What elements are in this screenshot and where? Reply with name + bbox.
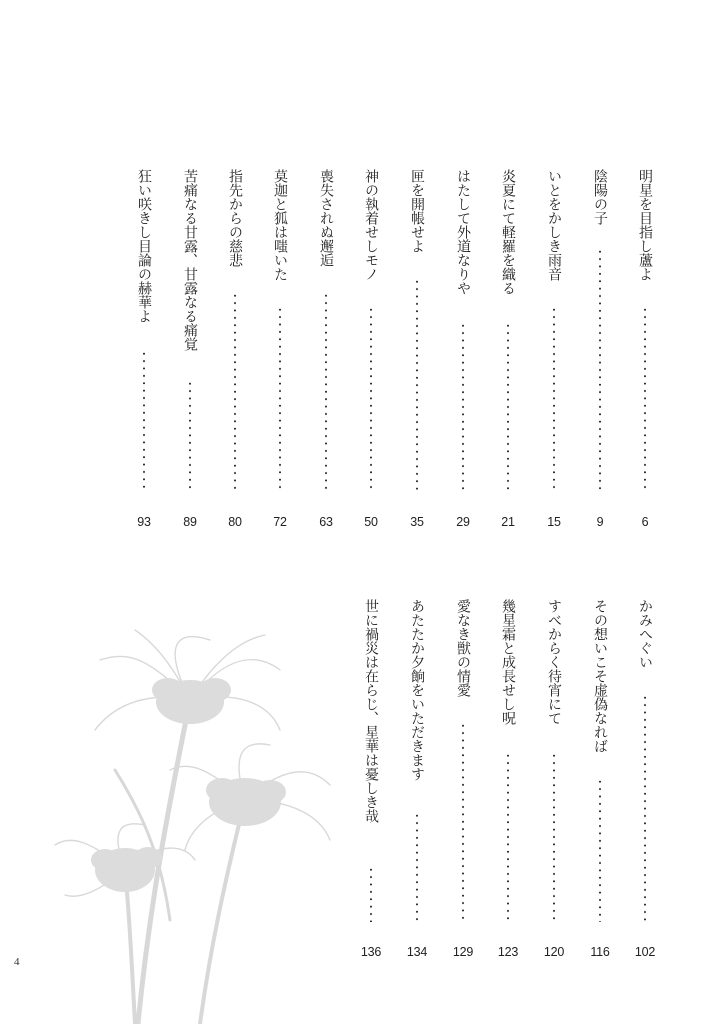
- toc-leader-dots: [552, 752, 556, 922]
- toc-entry-title: 狂い咲きし目論の赫華よ: [136, 169, 152, 323]
- toc-entry-page: 29: [456, 515, 470, 529]
- toc-entry-title: いとをかしき雨音: [546, 169, 562, 281]
- toc-entry-title: 愛なき獣の情愛: [455, 599, 471, 697]
- toc-leader-dots: [552, 306, 556, 492]
- toc-entry-title: 神の執着せしモノ: [363, 169, 379, 281]
- toc-entry-title: 莫迦と狐は嗤いた: [272, 169, 288, 281]
- toc-entry-title: 匣を開帳せよ: [409, 169, 425, 253]
- toc-entry-title: 喪失されぬ邂逅: [318, 169, 334, 267]
- toc-entry-page: 80: [228, 515, 242, 529]
- toc-entry-page: 50: [364, 515, 378, 529]
- toc-entry-page: 89: [183, 515, 197, 529]
- toc-entry-page: 72: [273, 515, 287, 529]
- toc-entry-title: 明星を目指し蘆よ: [637, 169, 653, 281]
- toc-entry-title: 指先からの慈悲: [227, 169, 243, 267]
- toc-entry-title: その想いこそ虚偽なれば: [592, 599, 608, 753]
- toc-leader-dots: [369, 866, 373, 922]
- toc-entry-title: はたして外道なりや: [455, 169, 471, 295]
- spider-lily-silhouette-icon: [40, 620, 380, 1024]
- toc-leader-dots: [461, 322, 465, 492]
- toc-leader-dots: [415, 278, 419, 492]
- toc-leader-dots: [461, 722, 465, 922]
- toc-entry-page: 93: [137, 515, 151, 529]
- toc-leader-dots: [415, 812, 419, 922]
- page-number: 4: [14, 956, 20, 968]
- toc-leader-dots: [506, 752, 510, 922]
- toc-entry-title: 幾星霜と成長せし呪: [500, 599, 516, 725]
- toc-leader-dots: [598, 248, 602, 492]
- toc-entry-page: 136: [360, 945, 382, 959]
- toc-entry-page: 102: [634, 945, 656, 959]
- toc-entry-page: 129: [452, 945, 474, 959]
- toc-entry-page: 35: [410, 515, 424, 529]
- toc-leader-dots: [233, 292, 237, 492]
- toc-leader-dots: [324, 292, 328, 492]
- toc-entry-page: 120: [543, 945, 565, 959]
- toc-leader-dots: [598, 778, 602, 922]
- toc-entry-title: あたたか夕餉をいただきます: [409, 599, 425, 781]
- toc-entry-page: 6: [641, 515, 649, 529]
- toc-leader-dots: [506, 322, 510, 492]
- toc-entry-title: 苦痛なる甘露、甘露なる痛覚: [182, 169, 198, 351]
- toc-entry-title: 世に禍災は在らじ、星華は憂しき哉: [363, 599, 379, 823]
- toc-entry-page: 21: [501, 515, 515, 529]
- toc-entry-page: 15: [547, 515, 561, 529]
- toc-leader-dots: [278, 306, 282, 492]
- toc-entry-page: 63: [319, 515, 333, 529]
- toc-entry-page: 116: [590, 945, 610, 959]
- toc-entry-page: 123: [497, 945, 519, 959]
- toc-entry-title: かみへぐい: [637, 599, 653, 669]
- toc-entry-page: 9: [596, 515, 604, 529]
- toc-entry-title: すべからく待宵にて: [546, 599, 562, 725]
- toc-entry-title: 炎夏にて軽羅を織る: [500, 169, 516, 295]
- toc-leader-dots: [188, 380, 192, 492]
- toc-entry-page: 134: [406, 945, 428, 959]
- toc-leader-dots: [643, 306, 647, 492]
- toc-leader-dots: [643, 694, 647, 922]
- toc-leader-dots: [369, 306, 373, 492]
- toc-leader-dots: [142, 350, 146, 492]
- toc-entry-title: 陰陽の子: [592, 169, 608, 225]
